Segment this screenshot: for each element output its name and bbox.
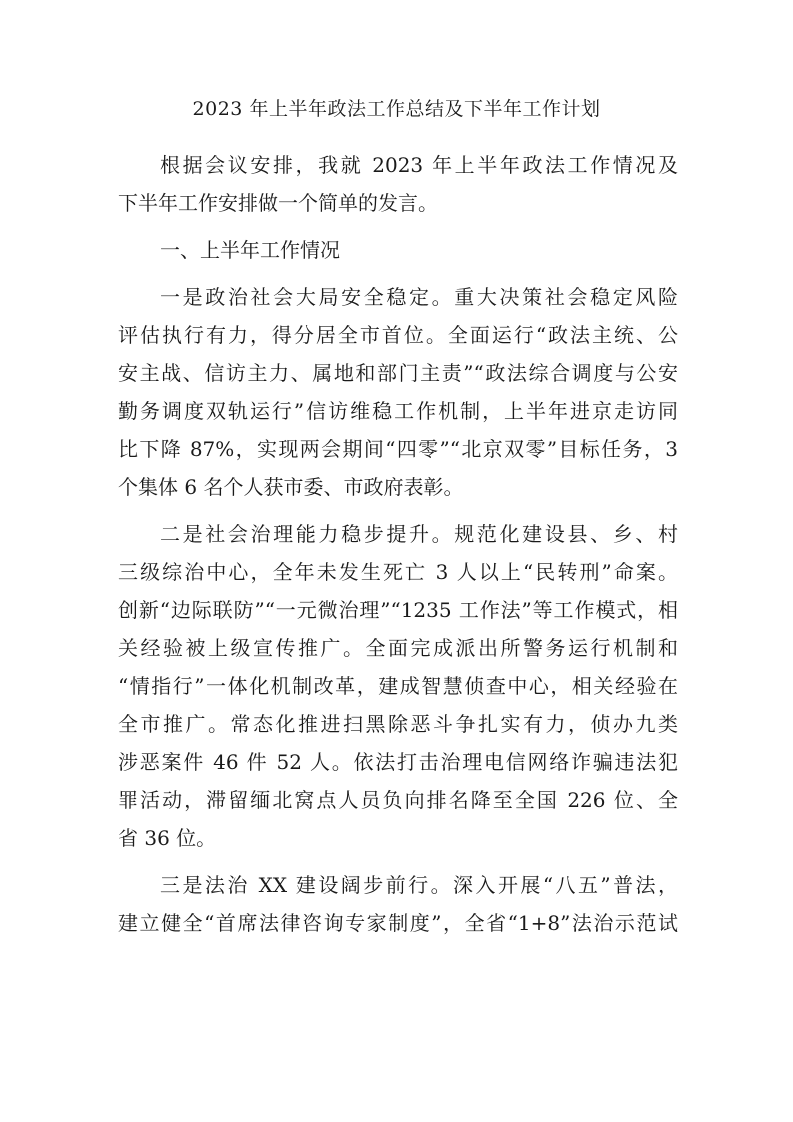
text-line: 评估执行有力，得分居全市首位。全面运行“政法主统、公 <box>118 323 678 347</box>
paragraph-intro <box>118 146 678 222</box>
text-line: 二是社会治理能力稳步提升。规范化建设县、乡、村 <box>160 522 678 546</box>
section-heading <box>118 231 678 269</box>
text-line: 建立健全“首席法律咨询专家制度”，全省“1+8”法治示范试 <box>118 911 678 935</box>
text-line: 全市推广。常态化推进扫黑除恶斗争扎实有力，侦办九类 <box>118 712 678 736</box>
text-line: 罪活动，滞留缅北窝点人员负向排名降至全国 226 位、全 <box>118 788 678 812</box>
text-line: 一是政治社会大局安全稳定。重大决策社会稳定风险 <box>160 285 678 309</box>
text-line: 涉恶案件 46 件 52 人。依法打击治理电信网络诈骗违法犯 <box>118 750 678 774</box>
paragraph-social-governance <box>118 515 678 857</box>
document-title: 2023 年上半年政法工作总结及下半年工作计划 <box>192 98 601 120</box>
text-line: 省 36 位。 <box>118 826 217 850</box>
text-line: 根据会议安排，我就 2023 年上半年政法工作情况及 <box>160 153 678 177</box>
document-body <box>118 146 678 951</box>
text-line: 勤务调度双轨运行”信访维稳工作机制，上半年进京走访同 <box>118 399 678 423</box>
text-line: 个集体 6 名个人获市委、市政府表彰。 <box>118 475 464 499</box>
text-line: 三级综治中心，全年未发生死亡 3 人以上“民转刑”命案。 <box>118 560 678 584</box>
section-heading-text: 一、上半年工作情况 <box>160 238 340 262</box>
paragraph-rule-of-law <box>118 866 678 942</box>
text-line: 创新“边际联防”“一元微治理”“1235 工作法”等工作模式，相 <box>118 598 678 622</box>
text-line: “情指行”一体化机制改革，建成智慧侦查中心，相关经验在 <box>118 674 678 698</box>
text-line: 三是法治 XX 建设阔步前行。深入开展“八五”普法， <box>160 873 678 897</box>
text-line: 安主战、信访主力、属地和部门主责”“政法综合调度与公安 <box>118 361 678 385</box>
text-line: 关经验被上级宣传推广。全面完成派出所警务运行机制和 <box>118 636 678 660</box>
text-line: 比下降 87%，实现两会期间“四零”“北京双零”目标任务，3 <box>118 437 678 461</box>
text-line: 下半年工作安排做一个简单的发言。 <box>118 191 438 215</box>
paragraph-political-stability <box>118 278 678 506</box>
